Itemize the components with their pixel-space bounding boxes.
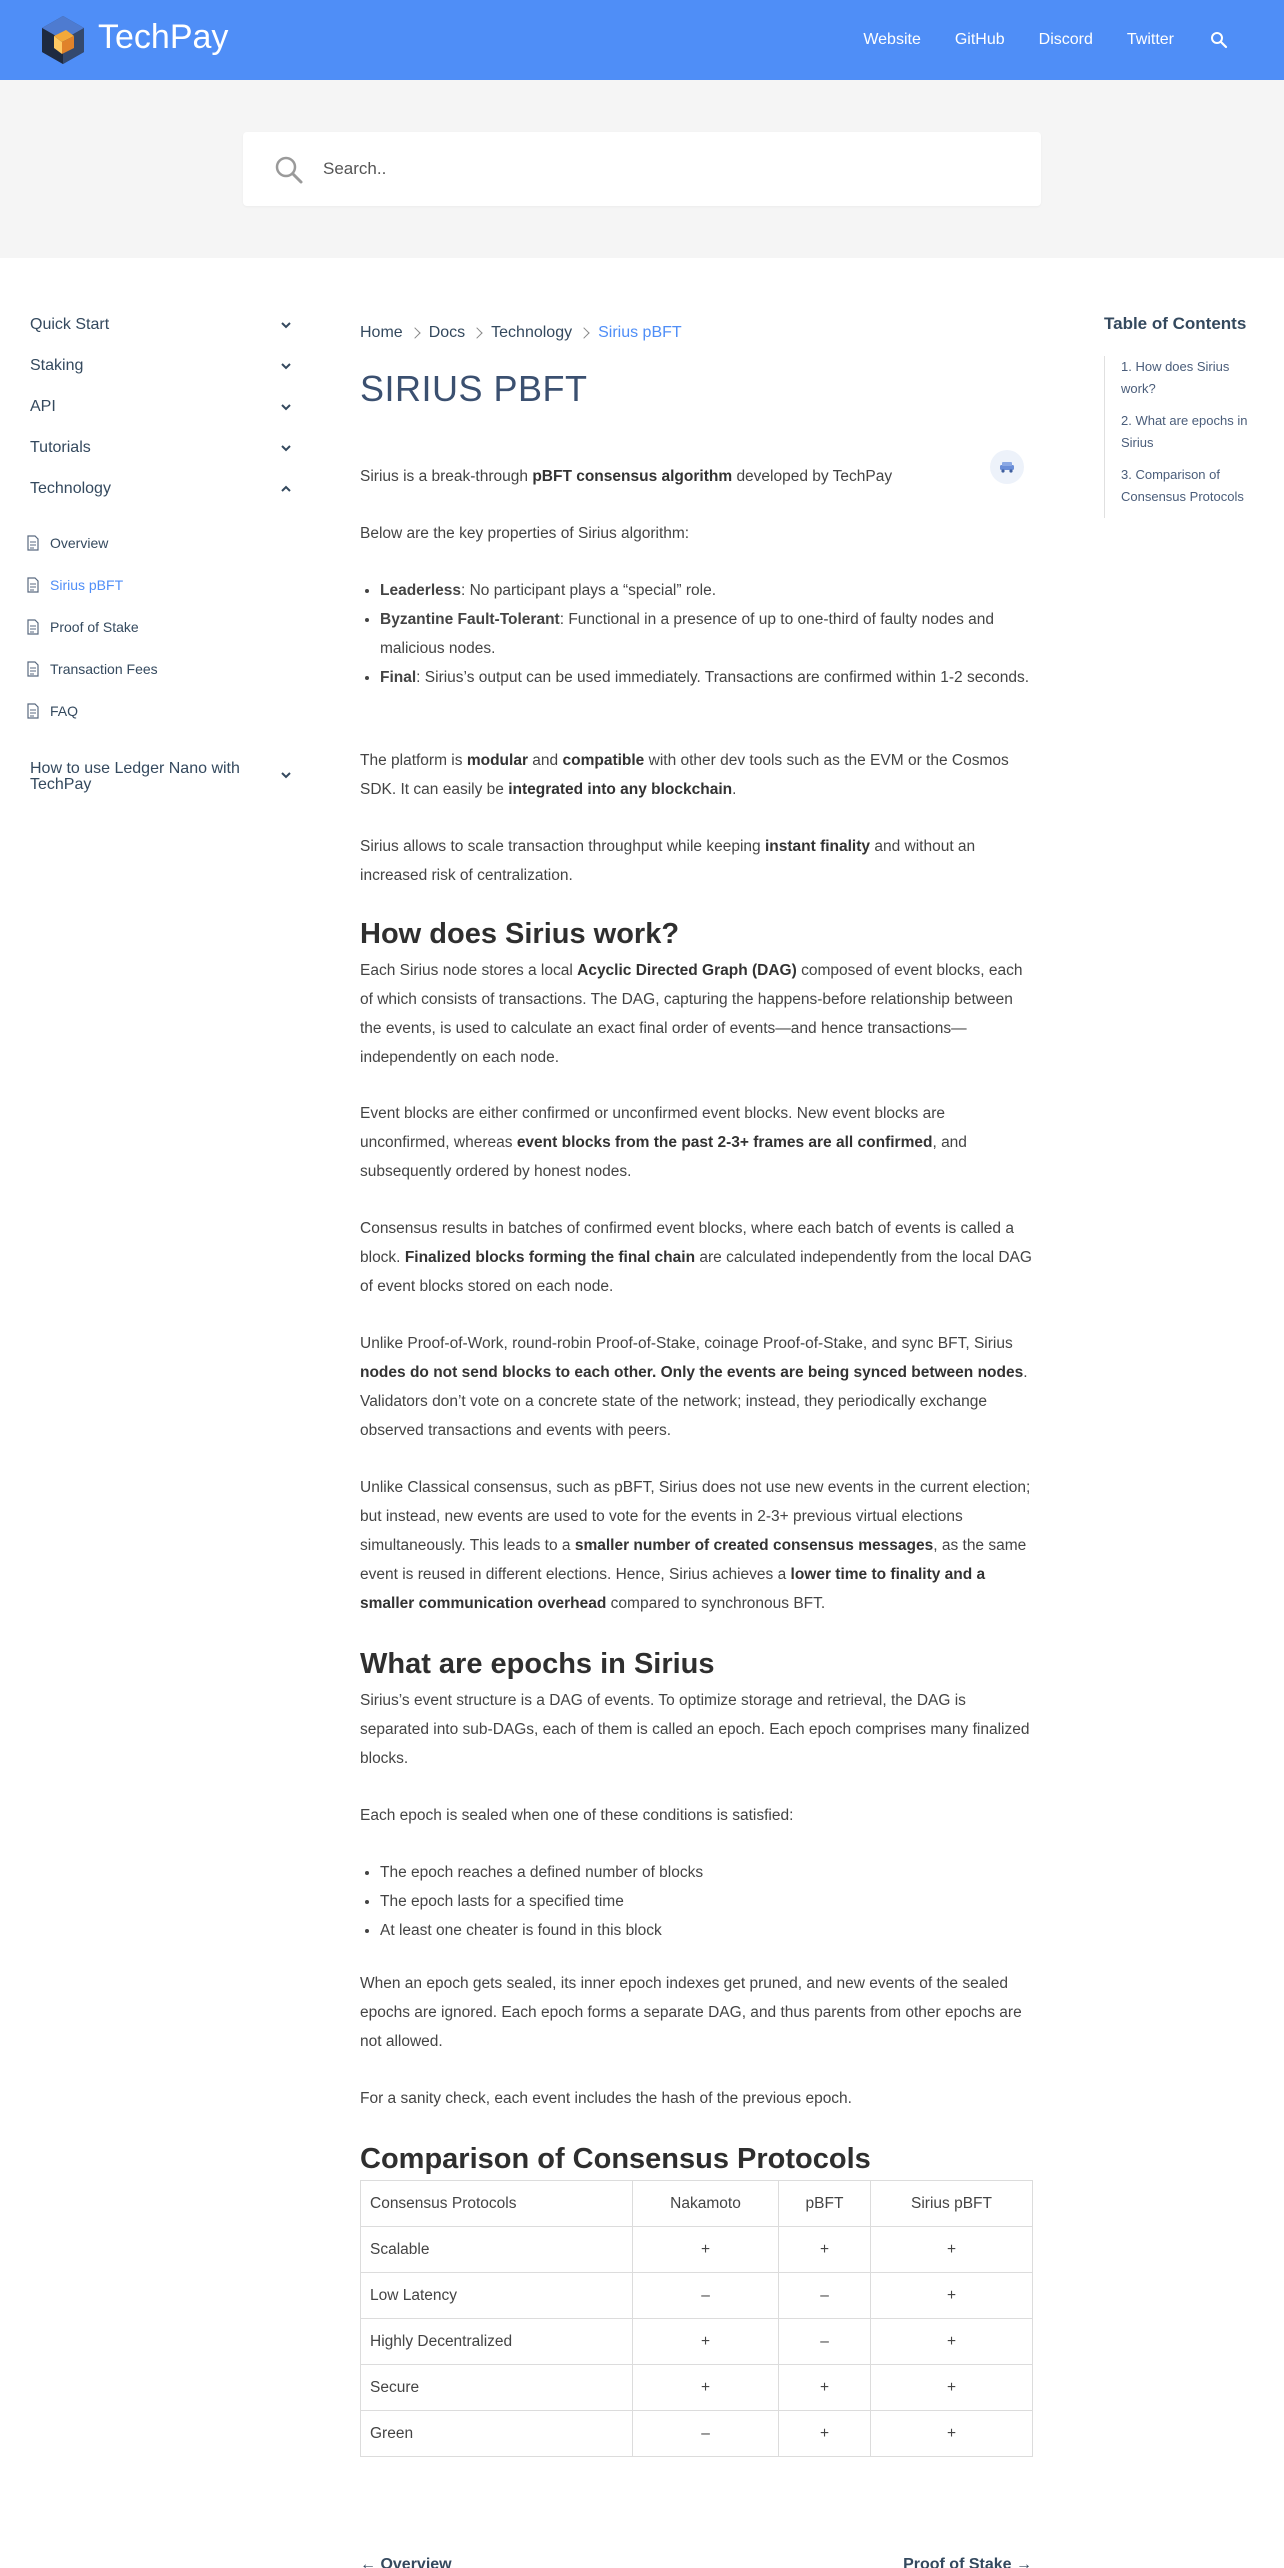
table-header-row bbox=[361, 2181, 1033, 2227]
prev-page-label: Overview bbox=[380, 2556, 452, 2568]
conditions-list bbox=[380, 1858, 1032, 1945]
bold-text: lower time to finality and a smaller communication overhead bbox=[360, 1566, 986, 1612]
bold-text: modular bbox=[466, 752, 528, 769]
scale-paragraph bbox=[360, 832, 1032, 890]
chevron-up-icon bbox=[280, 482, 292, 494]
text: : Sirius’s output can be used immediately. Transactions are confirmed within 1-2 seconds. bbox=[416, 669, 1030, 686]
chevron-down-icon bbox=[280, 441, 292, 453]
toc-title: Table of Contents bbox=[1104, 314, 1247, 333]
text: Sirius allows to scale transaction throughput while keeping bbox=[360, 838, 761, 855]
table-cell: + bbox=[871, 2365, 1033, 2411]
sidebar-item-tutorials[interactable] bbox=[30, 439, 292, 457]
table-cell: + bbox=[633, 2365, 779, 2411]
table-cell: + bbox=[633, 2319, 779, 2365]
sidebar-subitem-label: Sirius pBFT bbox=[50, 577, 124, 593]
epochs-paragraph-2: Each epoch is sealed when one of these conditions is satisfied: bbox=[360, 1807, 794, 1824]
table-header-cell: Nakamoto bbox=[633, 2181, 779, 2227]
table-cell: Scalable bbox=[361, 2227, 633, 2273]
nav-link-discord[interactable]: Discord bbox=[1038, 31, 1093, 48]
document-icon bbox=[26, 535, 40, 551]
table-cell: – bbox=[633, 2411, 779, 2457]
bold-text: event blocks from the past 2-3+ frames are all confirmed bbox=[516, 1134, 933, 1151]
table-row bbox=[361, 2273, 1033, 2319]
table-cell: + bbox=[633, 2227, 779, 2273]
list-item bbox=[380, 663, 1032, 692]
table-header-cell: pBFT bbox=[779, 2181, 871, 2227]
heading-what-are-epochs: What are epochs in Sirius bbox=[360, 1648, 715, 1680]
chevron-down-icon bbox=[280, 400, 292, 412]
arrow-right-icon: → bbox=[1011, 2556, 1032, 2568]
text: and without an increased risk of centralization. bbox=[360, 838, 976, 884]
table-header-cell: Consensus Protocols bbox=[361, 2181, 633, 2227]
chevron-right-icon bbox=[471, 327, 482, 338]
sidebar-item-label: Quick Start bbox=[30, 316, 110, 333]
work-paragraph-4 bbox=[360, 1329, 1032, 1445]
text: The platform is bbox=[360, 752, 463, 769]
list-item: • The epoch reaches a defined number of blocks bbox=[380, 1858, 1032, 1887]
table-cell: – bbox=[779, 2319, 871, 2365]
comparison-table bbox=[360, 2180, 1033, 2457]
list-item bbox=[380, 576, 1032, 605]
text: Event blocks are either confirmed or unconfirmed event blocks. New event blocks are unconfirmed, whereas bbox=[360, 1105, 945, 1151]
table-row bbox=[361, 2319, 1033, 2365]
sidebar-subitem-label: Overview bbox=[50, 535, 109, 551]
bold-text: Acyclic Directed Graph (DAG) bbox=[577, 962, 797, 979]
list-item: • At least one cheater is found in this block bbox=[380, 1916, 1032, 1945]
heading-how-does-sirius-work: How does Sirius work? bbox=[360, 918, 680, 950]
table-cell: – bbox=[779, 2273, 871, 2319]
brand-name[interactable]: TechPay bbox=[98, 18, 229, 56]
document-icon bbox=[26, 619, 40, 635]
breadcrumb-technology[interactable]: Technology bbox=[491, 324, 573, 341]
platform-paragraph bbox=[360, 746, 1032, 804]
chevron-right-icon bbox=[578, 327, 589, 338]
bold-text: Byzantine Fault-Tolerant bbox=[380, 611, 560, 628]
toc-link-comparison[interactable]: 3. Comparison of Consensus Protocols bbox=[1121, 467, 1244, 504]
document-icon bbox=[26, 703, 40, 719]
table-cell: Secure bbox=[361, 2365, 633, 2411]
sidebar-item-api[interactable] bbox=[30, 398, 292, 416]
epochs-paragraph-1: Sirius’s event structure is a DAG of events. To optimize storage and retrieval, the DAG is separated into sub-DAGs, each of them is called an epoch. Each epoch comprises many finalized blocks. bbox=[360, 1692, 1030, 1767]
sidebar-subitem-faq[interactable] bbox=[26, 703, 78, 719]
prev-page-link[interactable] bbox=[360, 2556, 452, 2568]
sidebar-item-label: Technology bbox=[30, 480, 111, 497]
table-header-cell: Sirius pBFT bbox=[871, 2181, 1033, 2227]
table-cell: Low Latency bbox=[361, 2273, 633, 2319]
bold-text: smaller number of created consensus messages bbox=[574, 1537, 934, 1554]
sidebar-item-technology[interactable] bbox=[30, 480, 292, 498]
intro-paragraph bbox=[360, 462, 1032, 491]
page-title: SIRIUS PBFT bbox=[360, 368, 588, 409]
sidebar-item-label: API bbox=[30, 398, 56, 415]
bold-text: Leaderless bbox=[380, 582, 461, 599]
table-cell: + bbox=[871, 2227, 1033, 2273]
text: , as the same event is reused in different elections. Hence, Sirius achieves a bbox=[360, 1537, 1027, 1583]
text: . bbox=[732, 781, 737, 798]
chevron-down-icon bbox=[280, 318, 292, 330]
text: developed by TechPay bbox=[736, 468, 893, 485]
properties-list bbox=[380, 576, 1032, 692]
bold-text: pBFT consensus algorithm bbox=[532, 468, 733, 485]
chevron-right-icon bbox=[409, 327, 420, 338]
bold-text: Finalized blocks forming the final chain bbox=[404, 1249, 696, 1266]
bold-text: instant finality bbox=[764, 838, 871, 855]
work-paragraph-1 bbox=[360, 956, 1032, 1072]
sidebar-subitem-sirius-pbft[interactable] bbox=[26, 577, 123, 593]
chevron-down-icon bbox=[280, 359, 292, 371]
text: Unlike Classical consensus, such as pBFT, Sirius does not use new events in the current election; but instead, new events are used to vote for the events in 2-3+ previous virtual elections simultaneously. This leads to a bbox=[360, 1479, 1031, 1554]
breadcrumb-home[interactable]: Home bbox=[360, 324, 403, 341]
search-input[interactable] bbox=[323, 150, 1003, 188]
sidebar-subitem-label: Proof of Stake bbox=[50, 619, 139, 635]
top-navbar bbox=[0, 0, 1284, 80]
next-page-label: Proof of Stake bbox=[903, 2556, 1012, 2568]
bold-text: Final bbox=[380, 669, 417, 686]
epochs-paragraph-4: For a sanity check, each event includes the hash of the previous epoch. bbox=[360, 2090, 852, 2107]
nav-link-website[interactable]: Website bbox=[863, 31, 921, 48]
work-paragraph-3 bbox=[360, 1214, 1032, 1301]
bold-text: nodes do not send blocks to each other. Only the events are being synced between nodes bbox=[360, 1364, 1024, 1381]
table-cell: + bbox=[779, 2365, 871, 2411]
document-icon bbox=[26, 577, 40, 593]
sidebar-item-staking[interactable] bbox=[30, 357, 292, 375]
nav-link-twitter[interactable]: Twitter bbox=[1126, 31, 1174, 48]
text: Unlike Proof-of-Work, round-robin Proof-of-Stake, coinage Proof-of-Stake, and sync BFT, Sirius bbox=[360, 1335, 1013, 1352]
table-row bbox=[361, 2227, 1033, 2273]
chevron-down-icon bbox=[280, 769, 292, 781]
table-row bbox=[361, 2365, 1033, 2411]
table-cell: + bbox=[779, 2411, 871, 2457]
bold-text: compatible bbox=[562, 752, 645, 769]
sidebar-subitem-proof-of-stake[interactable] bbox=[26, 619, 139, 635]
work-paragraph-2 bbox=[360, 1099, 1032, 1186]
text: with other dev tools such as the EVM or the Cosmos SDK. It can easily be bbox=[360, 752, 1009, 798]
search-icon bbox=[273, 154, 305, 186]
sidebar-subitem-label: Transaction Fees bbox=[50, 661, 158, 677]
text: and bbox=[532, 752, 559, 769]
table-cell: + bbox=[871, 2411, 1033, 2457]
search-box[interactable] bbox=[243, 132, 1041, 206]
sidebar-item-quick-start[interactable] bbox=[30, 316, 292, 334]
table-cell: + bbox=[871, 2273, 1033, 2319]
toc-link-epochs[interactable]: 2. What are epochs in Sirius bbox=[1121, 413, 1248, 450]
text: compared to synchronous BFT. bbox=[610, 1595, 826, 1612]
text: Consensus results in batches of confirmed event blocks, where each batch of events is called a block. bbox=[360, 1220, 1014, 1266]
sidebar-item-ledger-nano[interactable] bbox=[30, 761, 292, 793]
text: : No participant plays a “special” role. bbox=[461, 582, 717, 599]
techpay-logo-icon[interactable] bbox=[40, 14, 86, 66]
sidebar-subitem-label: FAQ bbox=[50, 703, 79, 719]
document-icon bbox=[26, 661, 40, 677]
top-nav bbox=[829, 0, 1228, 80]
breadcrumb-docs[interactable]: Docs bbox=[428, 324, 466, 341]
table-row bbox=[361, 2411, 1033, 2457]
table-cell: + bbox=[779, 2227, 871, 2273]
sidebar-item-label: Tutorials bbox=[30, 439, 91, 456]
text: : Functional in a presence of up to one-third of faulty nodes and malicious nodes. bbox=[380, 611, 994, 657]
next-page-link[interactable] bbox=[903, 2556, 1032, 2568]
text: are calculated independently from the local DAG of event blocks stored on each node. bbox=[360, 1249, 1032, 1295]
text: Each Sirius node stores a local bbox=[360, 962, 573, 979]
sidebar-item-label: How to use Ledger Nano with TechPay bbox=[30, 760, 240, 793]
table-cell: Green bbox=[361, 2411, 633, 2457]
epochs-paragraph-3: When an epoch gets sealed, its inner epoch indexes get pruned, and new events of the sealed epochs are ignored. Each epoch forms a separate DAG, and thus parents from other epochs are not allowed. bbox=[360, 1975, 1022, 2050]
table-cell: – bbox=[633, 2273, 779, 2319]
properties-intro: Below are the key properties of Sirius algorithm: bbox=[360, 525, 690, 542]
sidebar-item-label: Staking bbox=[30, 357, 84, 374]
text: , and subsequently ordered by honest nodes. bbox=[360, 1134, 967, 1180]
heading-comparison: Comparison of Consensus Protocols bbox=[360, 2143, 871, 2175]
text: composed of event blocks, each of which consists of transactions. The DAG, capturing the happens-before relationship between the events, is used to calculate an exact final order of events—and hence transactions—independently on each node. bbox=[360, 962, 1023, 1066]
sidebar-subitem-transaction-fees[interactable] bbox=[26, 661, 158, 677]
search-icon[interactable] bbox=[1210, 31, 1228, 49]
work-paragraph-5 bbox=[360, 1473, 1032, 1618]
toc-link-how-does-sirius-work[interactable]: 1. How does Sirius work? bbox=[1121, 359, 1230, 396]
arrow-left-icon: ← bbox=[360, 2556, 381, 2568]
nav-link-github[interactable]: GitHub bbox=[954, 31, 1005, 48]
search-band bbox=[0, 80, 1284, 258]
breadcrumb bbox=[360, 324, 682, 342]
sidebar-subitem-overview[interactable] bbox=[26, 535, 108, 551]
table-cell: + bbox=[871, 2319, 1033, 2365]
text: Sirius is a break-through bbox=[360, 468, 528, 485]
breadcrumb-current: Sirius pBFT bbox=[598, 324, 682, 341]
text: . Validators don’t vote on a concrete state of the network; instead, they periodically exchange observed transactions and events with peers. bbox=[360, 1364, 1028, 1439]
table-cell: Highly Decentralized bbox=[361, 2319, 633, 2365]
list-item bbox=[380, 605, 1032, 663]
list-item: • The epoch lasts for a specified time bbox=[380, 1887, 1032, 1916]
toc-list bbox=[1104, 356, 1264, 518]
bold-text: integrated into any blockchain bbox=[508, 781, 733, 798]
